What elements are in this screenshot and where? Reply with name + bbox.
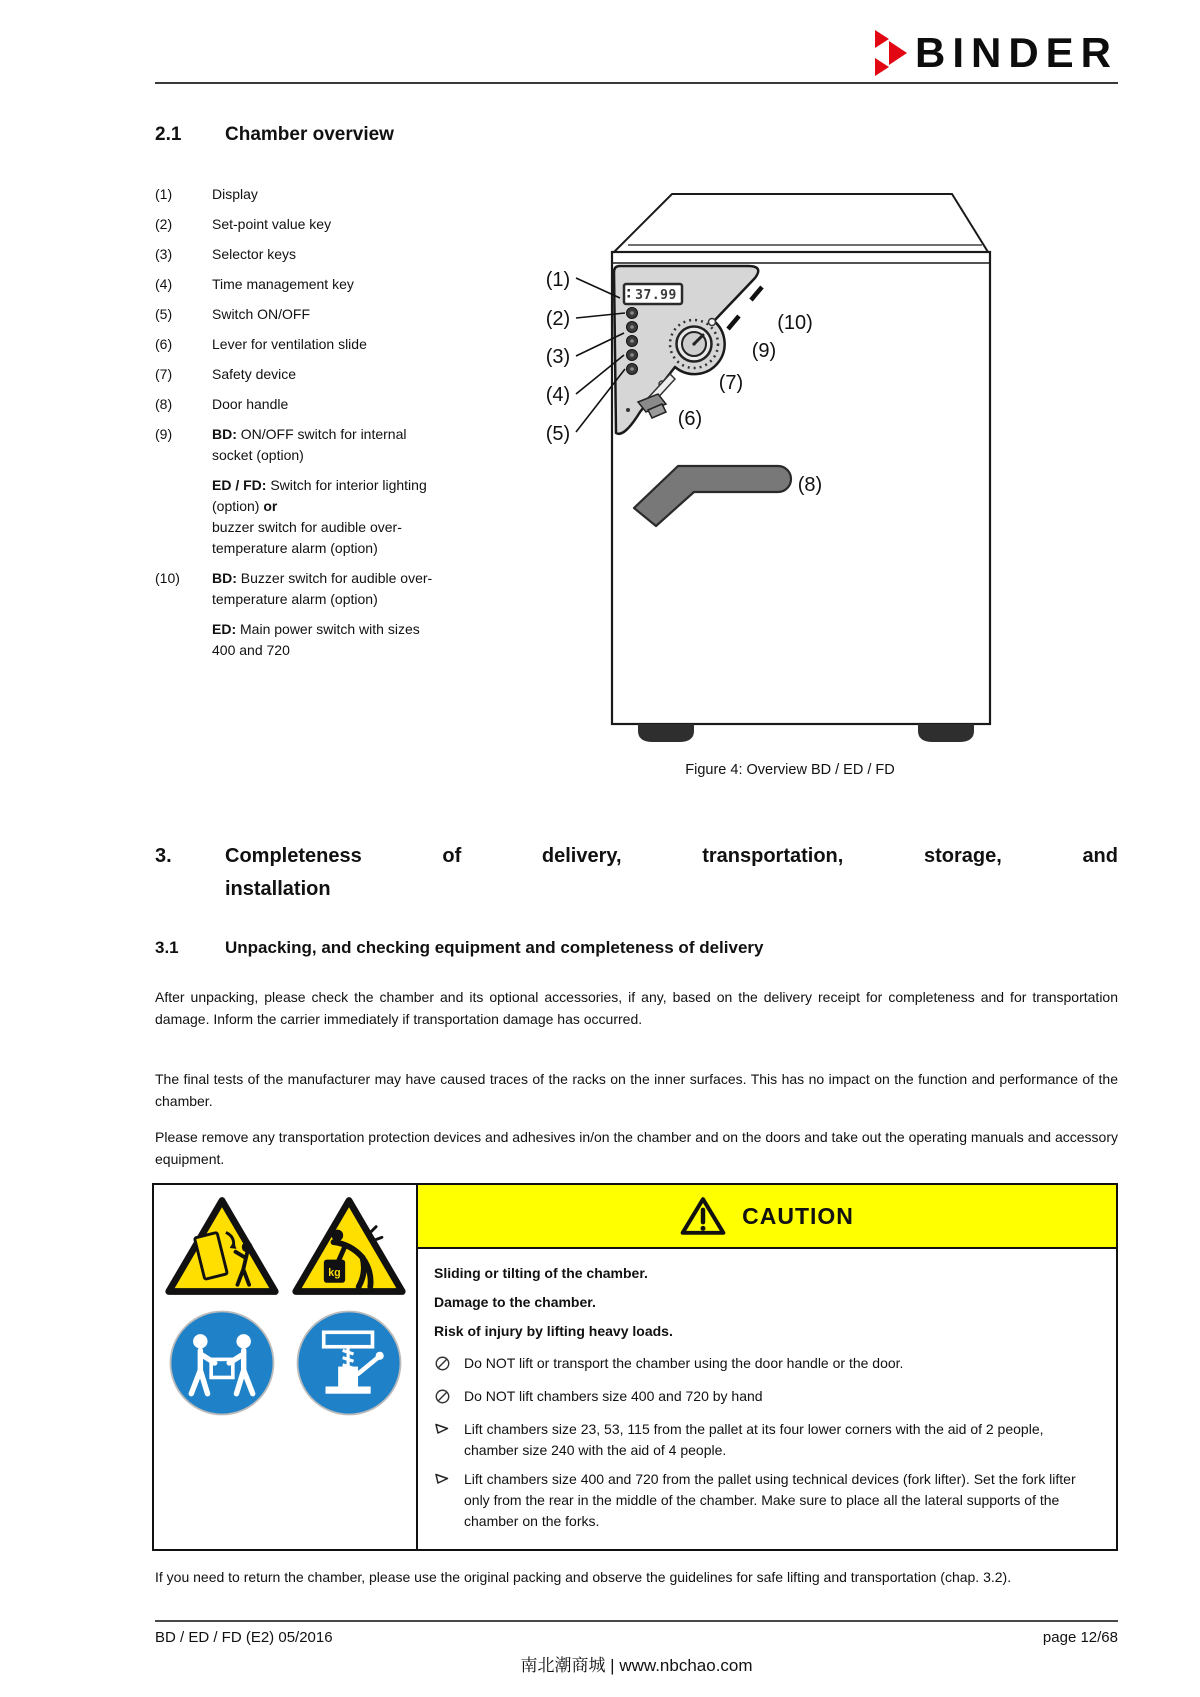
caution-bullet — [434, 1469, 1102, 1532]
list-item — [155, 424, 485, 559]
section-3-heading — [155, 840, 1118, 906]
paragraph: If you need to return the chamber, please use the original packing and observe the guidelines for safe lifting and transportation (chap. 3.2). — [155, 1569, 1012, 1585]
section-number: 3. — [155, 845, 172, 867]
callout-2: (2) — [545, 308, 571, 330]
footer-document-id: BD / ED / FD (E2) 05/2016 — [155, 1629, 333, 1646]
caution-bullet — [434, 1419, 1102, 1461]
callout-7: (7) — [718, 372, 744, 394]
hazard-line: Sliding or tilting of the chamber. — [434, 1265, 648, 1281]
caution-triangle-icon — [680, 1195, 726, 1237]
bullet-text: Do NOT lift or transport the chamber using the door handle or the door. — [464, 1355, 904, 1371]
callout-6: (6) — [677, 408, 703, 430]
heading-line-1: Completeness of delivery, transportation, storage, and — [225, 845, 1118, 867]
list-item — [155, 244, 485, 265]
footer-page-number: page 12/68 — [1042, 1629, 1118, 1646]
safety-pictograms — [154, 1185, 418, 1549]
footer-watermark: 南北潮商城 | www.nbchao.com — [520, 1656, 753, 1675]
item-number: (7) — [155, 366, 173, 382]
kg-label: kg — [327, 1267, 341, 1280]
item-number: (1) — [155, 186, 173, 202]
footer-rule — [155, 1620, 1118, 1622]
arrow-bullet-icon — [434, 1471, 450, 1486]
list-item — [155, 568, 485, 661]
screw-icon — [709, 319, 716, 326]
bullet-text: Lift chambers size 400 and 720 from the pallet using technical devices (fork lifter). Set the fork lifter only from the rear in the middle of the chamber. Make sure to place all the lateral supports of the chamber on the forks. — [464, 1471, 1076, 1529]
footer — [155, 1629, 1118, 1646]
item-text: Lever for ventilation slide — [212, 336, 367, 352]
item-text: Door handle — [212, 396, 289, 412]
item-text: Selector keys — [212, 246, 297, 262]
list-item — [155, 334, 485, 355]
figure-caption: Figure 4: Overview BD / ED / FD — [685, 762, 895, 778]
parts-list — [155, 184, 485, 670]
callout-10: (10) — [777, 312, 813, 334]
chamber-foot — [918, 724, 974, 742]
prohibition-icon — [434, 1388, 451, 1405]
list-item — [155, 394, 485, 415]
heading-line-2: installation — [225, 878, 331, 900]
item-text: Switch ON/OFF — [212, 306, 311, 322]
hazard-line: Risk of injury by lifting heavy loads. — [434, 1323, 673, 1339]
section-number: 3.1 — [155, 938, 179, 957]
caution-label: CAUTION — [742, 1202, 854, 1229]
panel-buttons — [627, 308, 638, 375]
binder-logo — [873, 28, 1118, 78]
callout-8: (8) — [797, 474, 823, 496]
section-3-1-heading — [155, 938, 763, 958]
section-title: Unpacking, and checking equipment and completeness of delivery — [225, 938, 764, 957]
section-title: Chamber overview — [225, 124, 394, 145]
bullet-text: Do NOT lift chambers size 400 and 720 by hand — [464, 1388, 763, 1404]
item-text: Time management key — [212, 276, 354, 292]
caution-bullet — [434, 1386, 1102, 1411]
list-item — [155, 274, 485, 295]
item-text: Safety device — [212, 366, 297, 382]
item-number: (10) — [155, 570, 180, 586]
caution-header — [418, 1185, 1116, 1249]
item-number: (6) — [155, 336, 173, 352]
mandatory-two-person-lift-icon — [166, 1307, 278, 1419]
paragraph: After unpacking, please check the chamber and its optional accessories, if any, based on the delivery receipt for completeness and for transportation damage. Inform the carrier immediately if transportation damage has occurred. — [155, 989, 1118, 1027]
bullet-text: Lift chambers size 23, 53, 115 from the pallet at its four lower corners with the aid of 2 people, chamber size 240 with the aid of 4 people. — [464, 1421, 1044, 1458]
item-number: (8) — [155, 396, 173, 412]
callout-4: (4) — [545, 384, 571, 406]
callout-3: (3) — [545, 346, 571, 368]
section-2-1-heading — [155, 124, 394, 146]
item-number: (9) — [155, 426, 173, 442]
chamber-diagram — [480, 160, 1040, 760]
item-number: (4) — [155, 276, 173, 292]
list-item — [155, 364, 485, 385]
arrow-bullet-icon — [434, 1421, 450, 1436]
paragraph: Please remove any transportation protection devices and adhesives in/on the chamber and on the doors and take out the operating manuals and accessory equipment. — [155, 1129, 1118, 1167]
item-text: Set-point value key — [212, 216, 332, 232]
warning-heavy-load-icon — [289, 1193, 409, 1301]
brand-name: BINDER — [914, 29, 1118, 76]
caution-content — [418, 1249, 1116, 1549]
hazard-line: Damage to the chamber. — [434, 1294, 596, 1310]
binder-arrow-icon — [873, 28, 909, 78]
item-number: (3) — [155, 246, 173, 262]
item-number: (2) — [155, 216, 173, 232]
caution-bullet — [434, 1353, 1102, 1378]
header-rule — [155, 82, 1118, 84]
section-number: 2.1 — [155, 124, 182, 145]
warning-tilting-icon — [162, 1193, 282, 1301]
item-number: (5) — [155, 306, 173, 322]
caution-box — [152, 1183, 1118, 1551]
item-text: Display — [212, 186, 258, 202]
chamber-foot — [638, 724, 694, 742]
screw-icon — [626, 408, 630, 412]
item-text: BD: Buzzer switch for audible over-temperature alarm (option) ED: Main power switch with sizes 400 and 720 — [212, 570, 433, 658]
list-item — [155, 184, 485, 205]
prohibition-icon — [434, 1355, 451, 1372]
mandatory-lifting-gear-icon — [293, 1307, 405, 1419]
list-item — [155, 214, 485, 235]
item-text: BD: ON/OFF switch for internal socket (option) ED / FD: Switch for interior lighting (option) or buzzer switch for audible over-temperature alarm (option) — [212, 426, 427, 556]
callout-5: (5) — [545, 423, 571, 445]
chamber-lid — [614, 194, 988, 252]
list-item — [155, 304, 485, 325]
display-value: 37.99 — [635, 288, 677, 303]
callout-9: (9) — [751, 340, 777, 362]
callout-1: (1) — [545, 269, 571, 291]
paragraph: The final tests of the manufacturer may have caused traces of the racks on the inner surfaces. This has no impact on the function and performance of the chamber. — [155, 1071, 1118, 1109]
